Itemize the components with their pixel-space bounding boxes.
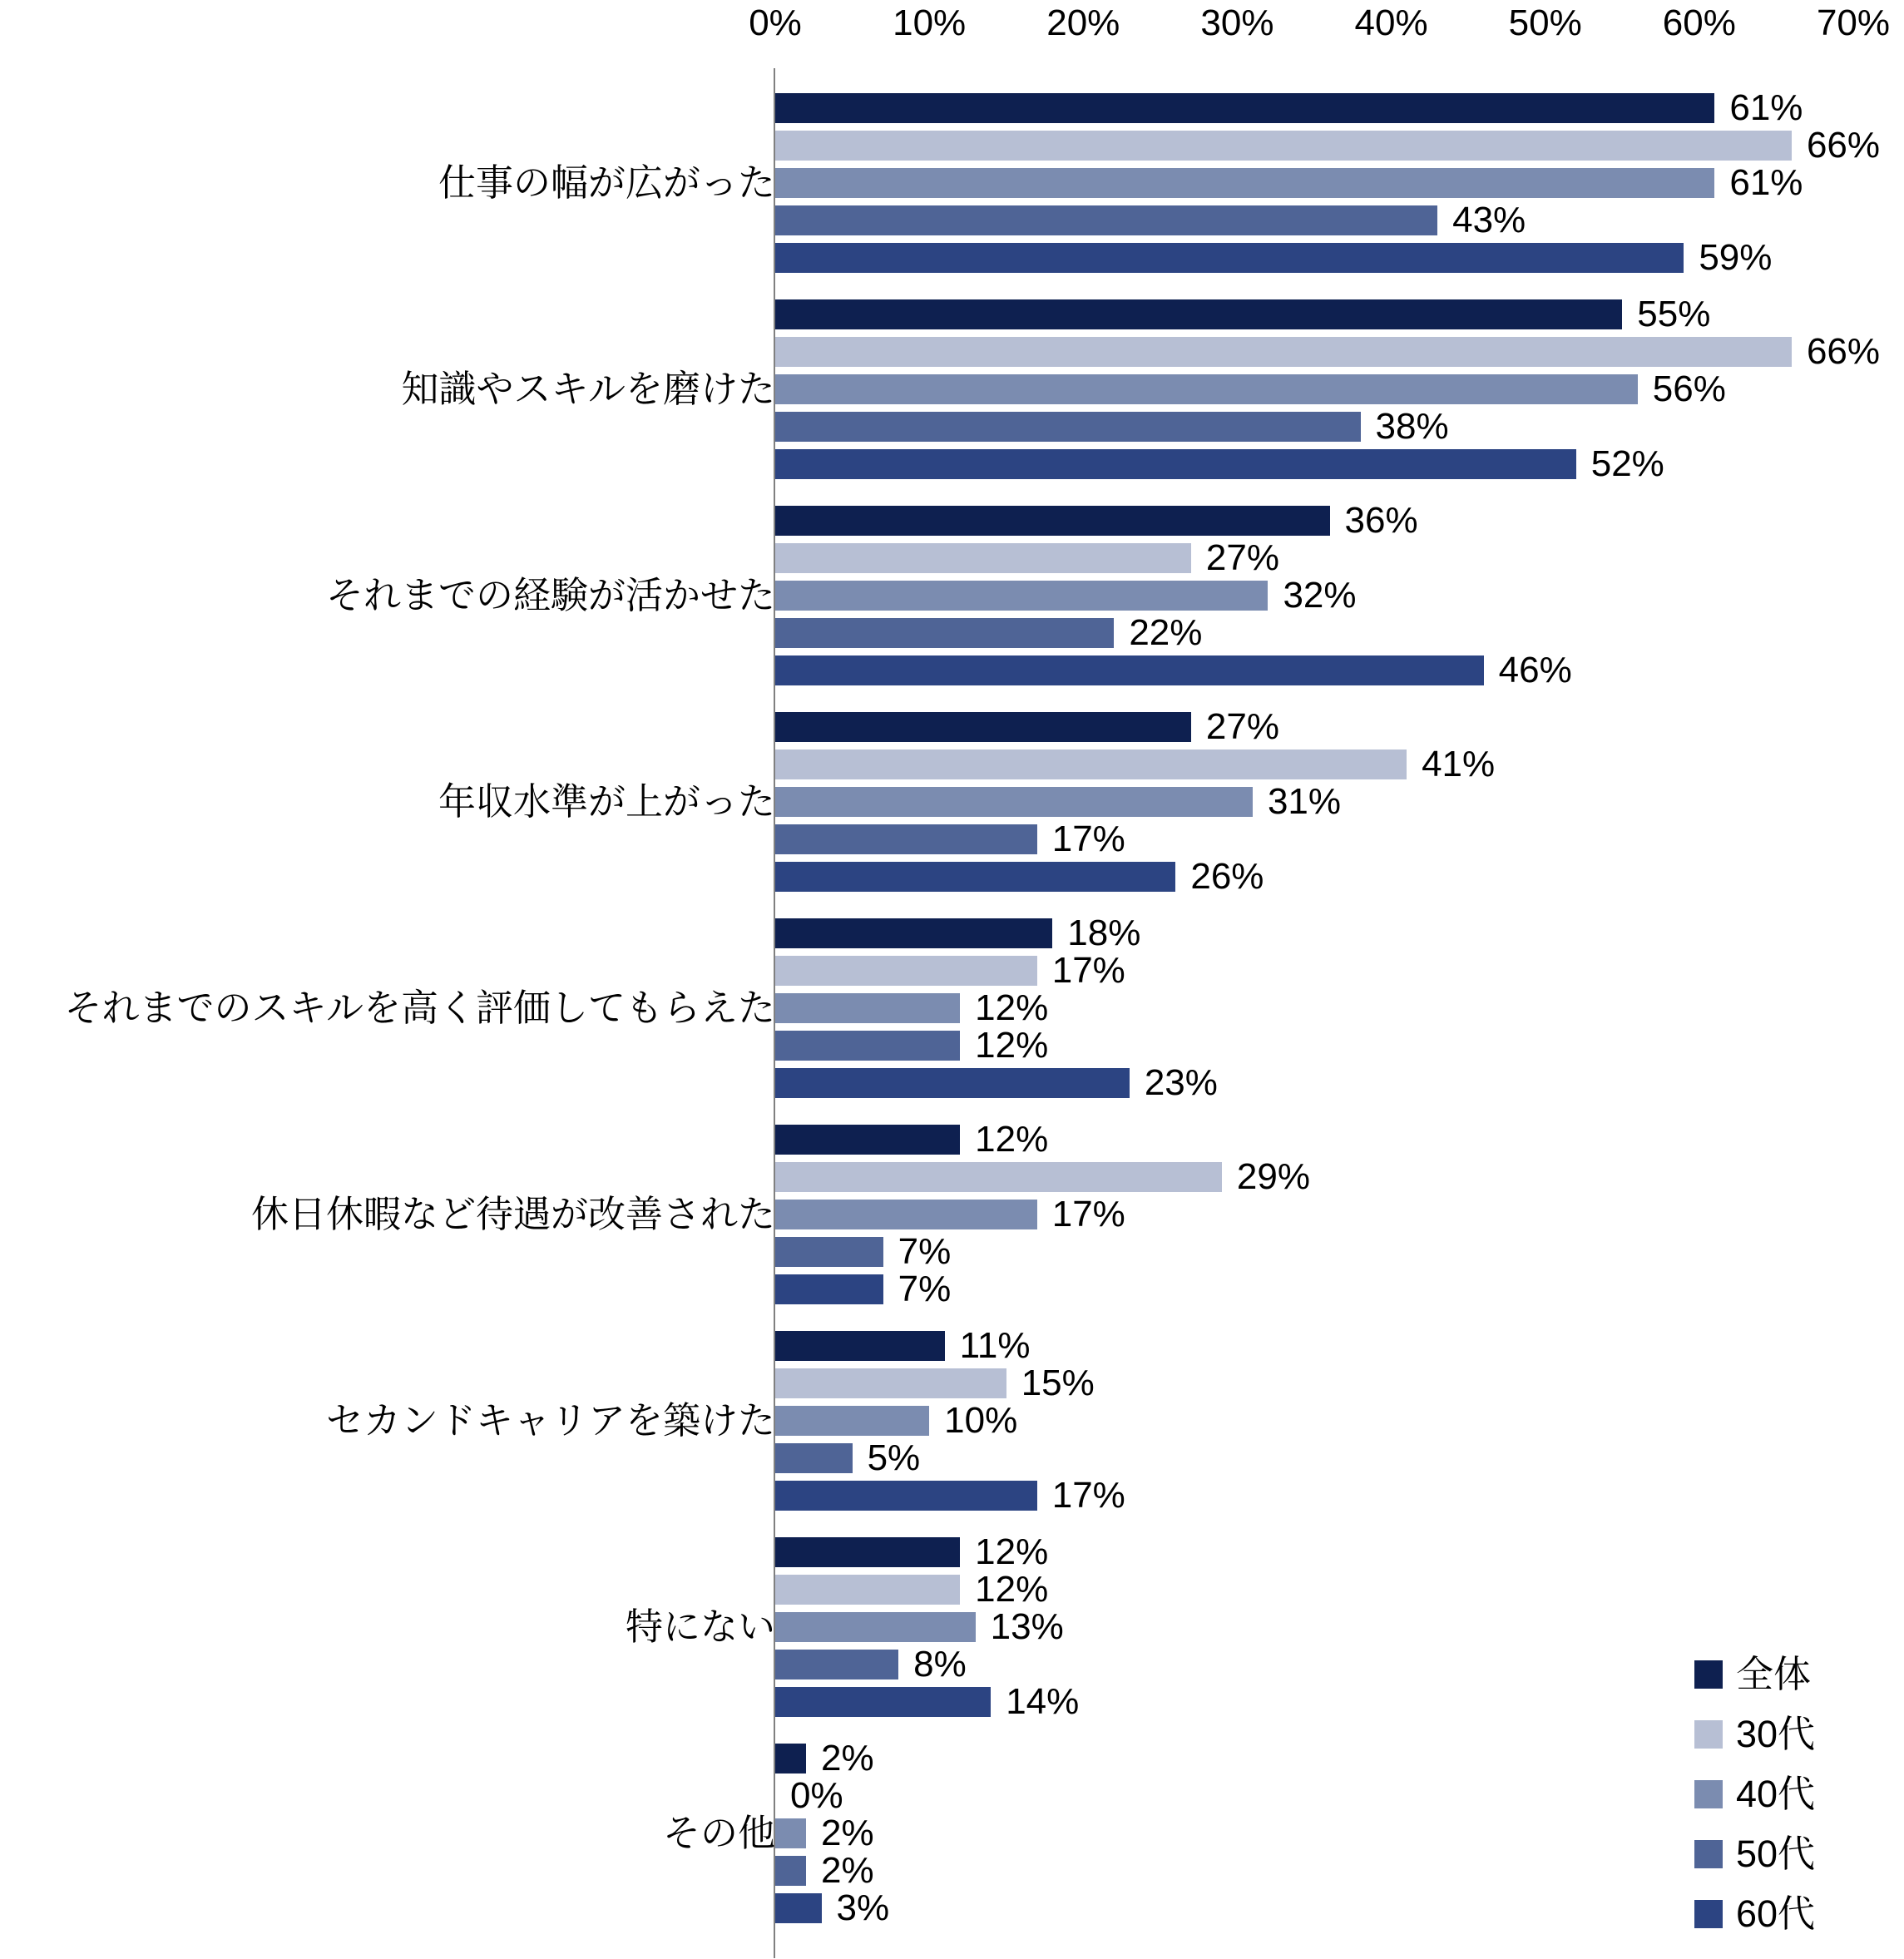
bar-value-label: 52% xyxy=(1590,443,1664,484)
legend-swatch-icon xyxy=(1694,1840,1723,1868)
bar-value-label: 14% xyxy=(1006,1681,1080,1722)
bar-value-label: 46% xyxy=(1498,650,1572,690)
bar-row xyxy=(775,200,1853,240)
bar-value-label: 27% xyxy=(1205,537,1279,578)
bar-value-label: 23% xyxy=(1144,1062,1218,1103)
bar-row xyxy=(775,1231,1853,1272)
legend xyxy=(1694,1645,1894,1944)
bar xyxy=(775,299,1622,329)
bar-row xyxy=(775,987,1853,1028)
bar-value-label: 17% xyxy=(1051,1475,1125,1516)
bar xyxy=(775,1744,806,1773)
category-label: その他 xyxy=(662,1812,775,1854)
bar-value-label: 17% xyxy=(1051,819,1125,859)
bar xyxy=(775,1331,945,1361)
bar-value-label: 12% xyxy=(975,1119,1049,1160)
bar xyxy=(775,1856,806,1886)
bar-value-label: 29% xyxy=(1236,1156,1310,1197)
bar-row xyxy=(775,1813,1853,1853)
bar xyxy=(775,1031,960,1061)
bar-group xyxy=(0,500,1904,712)
bar xyxy=(775,1481,1037,1511)
bar xyxy=(775,862,1175,892)
bar-row xyxy=(775,1062,1853,1103)
bar-row xyxy=(775,612,1853,653)
legend-label: 40代 xyxy=(1736,1773,1816,1815)
bar-value-label: 10% xyxy=(944,1400,1018,1441)
bar xyxy=(775,1406,929,1436)
bar-row xyxy=(775,537,1853,578)
legend-swatch-icon xyxy=(1694,1720,1723,1749)
bar xyxy=(775,506,1330,536)
x-axis-tick-label: 0% xyxy=(749,2,802,43)
bar-row xyxy=(775,1887,1853,1928)
category-label: セカンドキャリアを築けた xyxy=(325,1399,775,1442)
bar-row xyxy=(775,443,1853,484)
bar-row xyxy=(775,125,1881,166)
bar-value-label: 36% xyxy=(1344,500,1418,541)
bar xyxy=(775,1687,991,1717)
bar-value-label: 13% xyxy=(990,1606,1064,1647)
bar-row xyxy=(775,500,1853,541)
legend-item[interactable] xyxy=(1694,1824,1894,1884)
bar-row xyxy=(775,950,1853,991)
bar xyxy=(775,1650,898,1679)
bar-row xyxy=(775,1363,1853,1403)
bar xyxy=(775,1575,960,1605)
category-label: 知識やスキルを磨けた xyxy=(401,368,775,410)
bar xyxy=(775,205,1437,235)
bar-value-label: 32% xyxy=(1283,575,1357,616)
legend-item[interactable] xyxy=(1694,1645,1894,1704)
bar-row xyxy=(775,1531,1853,1572)
bar-row xyxy=(775,1738,1853,1778)
bar xyxy=(775,93,1714,123)
bar xyxy=(775,412,1361,442)
bar-row xyxy=(775,1194,1853,1234)
bar-value-label: 66% xyxy=(1806,331,1881,372)
bar xyxy=(775,1068,1130,1098)
legend-item[interactable] xyxy=(1694,1704,1894,1764)
bar-value-label: 12% xyxy=(975,1569,1049,1610)
bar-row xyxy=(775,1644,1853,1684)
bar-value-label: 0% xyxy=(790,1775,843,1816)
bar-row xyxy=(775,1025,1853,1066)
category-label: それまでのスキルを高く評価してもらえた xyxy=(64,987,775,1029)
bar xyxy=(775,581,1268,611)
bar-value-label: 2% xyxy=(821,1813,874,1853)
legend-swatch-icon xyxy=(1694,1780,1723,1808)
x-axis-tick-label: 30% xyxy=(1200,2,1274,43)
bar xyxy=(775,1893,822,1923)
bar-row xyxy=(775,1119,1853,1160)
legend-label: 60代 xyxy=(1736,1892,1816,1935)
bar-row xyxy=(775,294,1853,334)
bar-value-label: 5% xyxy=(867,1437,921,1478)
bar-value-label: 11% xyxy=(959,1325,1031,1366)
bar-group xyxy=(0,1738,1904,1950)
bar-group xyxy=(0,1325,1904,1537)
x-axis-tick-label: 60% xyxy=(1662,2,1736,43)
bar-row xyxy=(775,1156,1853,1197)
bar xyxy=(775,543,1191,573)
category-label: 休日休暇など待遇が改善された xyxy=(250,1193,775,1235)
bar xyxy=(775,618,1114,648)
bar-row xyxy=(775,237,1853,278)
bar-value-label: 15% xyxy=(1021,1363,1095,1403)
bar xyxy=(775,337,1792,367)
bar xyxy=(775,1125,960,1155)
bar-row xyxy=(775,1475,1853,1516)
legend-item[interactable] xyxy=(1694,1764,1894,1824)
bar-value-label: 43% xyxy=(1452,200,1526,240)
bar-value-label: 26% xyxy=(1190,856,1264,897)
bar-value-label: 59% xyxy=(1699,237,1773,278)
bar-row xyxy=(775,1606,1853,1647)
legend-label: 全体 xyxy=(1736,1653,1812,1695)
bar-row xyxy=(775,744,1853,784)
legend-label: 50代 xyxy=(1736,1833,1816,1875)
bar-value-label: 12% xyxy=(975,1531,1049,1572)
category-label: それまでの経験が活かせた xyxy=(325,574,775,616)
bar xyxy=(775,1818,806,1848)
bar-value-label: 61% xyxy=(1729,162,1803,203)
bar xyxy=(775,374,1638,404)
bar xyxy=(775,1237,883,1267)
bar-value-label: 38% xyxy=(1375,406,1449,447)
bar-row xyxy=(775,1569,1853,1610)
bar-row xyxy=(775,706,1853,747)
bar-row xyxy=(775,856,1853,897)
bar-value-label: 2% xyxy=(821,1850,874,1891)
legend-item[interactable] xyxy=(1694,1884,1894,1944)
bar-row xyxy=(775,1400,1853,1441)
legend-label: 30代 xyxy=(1736,1713,1816,1755)
bar-group xyxy=(0,1531,1904,1744)
bar-value-label: 7% xyxy=(898,1231,952,1272)
bar-group xyxy=(0,1119,1904,1331)
category-label: 仕事の幅が広がった xyxy=(438,161,775,204)
bar-row xyxy=(775,1681,1853,1722)
bar-group xyxy=(0,87,1904,299)
bar xyxy=(775,918,1052,948)
bar xyxy=(775,1368,1006,1398)
legend-swatch-icon xyxy=(1694,1660,1723,1689)
bar xyxy=(775,824,1037,854)
bar xyxy=(775,131,1792,161)
bar xyxy=(775,168,1714,198)
bar xyxy=(775,243,1684,273)
bar-value-label: 27% xyxy=(1205,706,1279,747)
bar-value-label: 56% xyxy=(1652,369,1726,409)
bar-row xyxy=(775,781,1853,822)
bar-row xyxy=(775,406,1853,447)
bar-value-label: 55% xyxy=(1637,294,1711,334)
bar-value-label: 61% xyxy=(1729,87,1803,128)
bar-group xyxy=(0,294,1904,506)
bar-value-label: 41% xyxy=(1422,744,1496,784)
bar xyxy=(775,712,1191,742)
bar-row xyxy=(775,1437,1853,1478)
bar xyxy=(775,1443,853,1473)
bar xyxy=(775,787,1253,817)
bar-row xyxy=(775,575,1853,616)
bar xyxy=(775,655,1484,685)
bar xyxy=(775,749,1407,779)
bar-value-label: 31% xyxy=(1267,781,1342,822)
bar-row xyxy=(775,1325,1853,1366)
bar-group xyxy=(0,913,1904,1125)
category-label: 年収水準が上がった xyxy=(438,780,775,823)
bar-row xyxy=(775,1269,1853,1309)
bar xyxy=(775,1612,976,1642)
bar-row xyxy=(775,162,1853,203)
bar-value-label: 17% xyxy=(1051,1194,1125,1234)
bar-value-label: 17% xyxy=(1051,950,1125,991)
bar-value-label: 3% xyxy=(836,1887,890,1928)
bar-value-label: 2% xyxy=(821,1738,874,1778)
bar xyxy=(775,956,1037,986)
bar-value-label: 7% xyxy=(898,1269,952,1309)
bar-row xyxy=(775,87,1853,128)
bar xyxy=(775,1537,960,1567)
bar-row xyxy=(775,1775,1853,1816)
bar-value-label: 22% xyxy=(1129,612,1203,653)
x-axis-tick-label: 20% xyxy=(1046,2,1120,43)
bar-value-label: 8% xyxy=(913,1644,967,1684)
legend-swatch-icon xyxy=(1694,1900,1723,1928)
x-axis-tick-label: 50% xyxy=(1508,2,1582,43)
bar-row xyxy=(775,369,1853,409)
x-axis-tick-label: 10% xyxy=(893,2,967,43)
bar-row xyxy=(775,819,1853,859)
bar-value-label: 12% xyxy=(975,987,1049,1028)
bar-row xyxy=(775,913,1853,953)
bar xyxy=(775,1162,1222,1192)
category-label: 特にない xyxy=(625,1605,775,1648)
bar xyxy=(775,1274,883,1304)
bar-group xyxy=(0,706,1904,918)
bar-value-label: 18% xyxy=(1067,913,1141,953)
bar-row xyxy=(775,331,1881,372)
bar xyxy=(775,449,1576,479)
bar xyxy=(775,1200,1037,1229)
x-axis-tick-label: 40% xyxy=(1354,2,1428,43)
bar-row xyxy=(775,650,1853,690)
bar-value-label: 12% xyxy=(975,1025,1049,1066)
bar-value-label: 66% xyxy=(1806,125,1881,166)
x-axis-tick-label: 70% xyxy=(1816,2,1891,43)
bar xyxy=(775,993,960,1023)
